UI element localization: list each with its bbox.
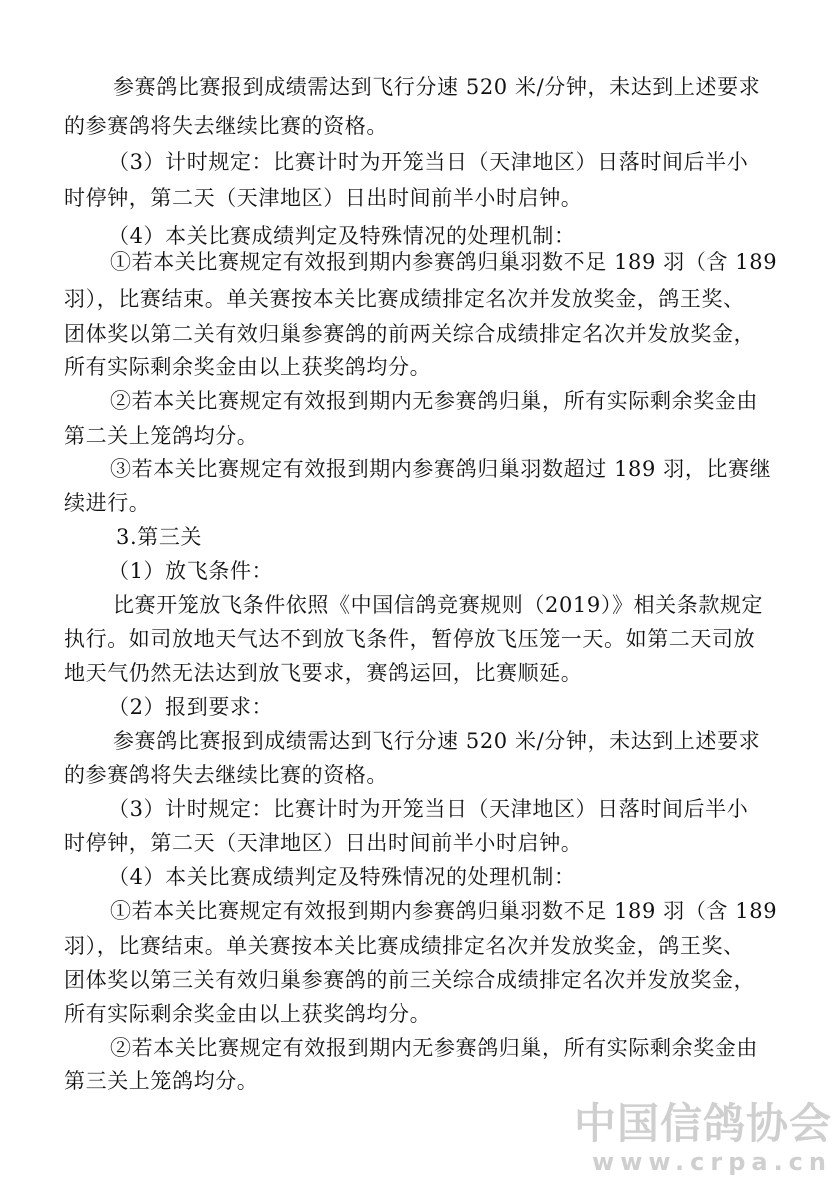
text-line: ①若本关比赛规定有效报到期内参赛鸽归巢羽数不足 189 羽（含 189 (110, 899, 778, 923)
text-line: 羽），比赛结束。单关赛按本关比赛成绩排定名次并发放奖金，鸽王奖、 (64, 934, 745, 958)
text-line: ②若本关比赛规定有效报到期内无参赛鸽归巢，所有实际剩余奖金由 (110, 389, 758, 413)
text-line: 续进行。 (64, 491, 151, 515)
section-heading: 3.第三关 (116, 525, 203, 549)
text-line: 地天气仍然无法达到放飞要求，赛鸽运回，比赛顺延。 (64, 661, 583, 685)
text-line: ②若本关比赛规定有效报到期内无参赛鸽归巢，所有实际剩余奖金由 (110, 1036, 758, 1060)
text-line: 比赛开笼放飞条件依照《中国信鸽竞赛规则（2019）》相关条款规定 (113, 593, 764, 617)
text-line: （2）报到要求： (108, 695, 274, 719)
watermark (574, 1101, 832, 1177)
text-line: （1）放飞条件： (108, 559, 274, 583)
text-line: 执行。如司放地天气达不到放飞条件，暂停放飞压笼一天。如第二天司放 (64, 627, 756, 651)
text-line: ①若本关比赛规定有效报到期内参赛鸽归巢羽数不足 189 羽（含 189 (110, 250, 778, 274)
text-line: 第三关上笼鸽均分。 (64, 1069, 259, 1093)
watermark-url: www.crpa.cn (592, 1148, 832, 1176)
text-line: 第二关上笼鸽均分。 (64, 424, 259, 448)
text-line: （4）本关比赛成绩判定及特殊情况的处理机制： (108, 865, 576, 889)
text-line: 团体奖以第二关有效归巢参赛鸽的前两关综合成绩排定名次并发放奖金， (64, 322, 756, 346)
text-line: 的参赛鸽将失去继续比赛的资格。 (64, 763, 388, 787)
text-line: 时停钟，第二天（天津地区）日出时间前半小时启钟。 (64, 186, 583, 210)
text-line: （4）本关比赛成绩判定及特殊情况的处理机制： (108, 224, 576, 248)
text-line: 时停钟，第二天（天津地区）日出时间前半小时启钟。 (64, 831, 583, 855)
text-line: 参赛鸽比赛报到成绩需达到飞行分速 520 米/分钟，未达到上述要求 (113, 729, 761, 753)
text-line: 所有实际剩余奖金由以上获奖鸽均分。 (64, 1002, 432, 1026)
text-line: 的参赛鸽将失去继续比赛的资格。 (64, 114, 388, 138)
text-line: ③若本关比赛规定有效报到期内参赛鸽归巢羽数超过 189 羽，比赛继 (110, 457, 772, 481)
text-line: 参赛鸽比赛报到成绩需达到飞行分速 520 米/分钟，未达到上述要求 (113, 75, 761, 99)
text-line: 团体奖以第三关有效归巢参赛鸽的前三关综合成绩排定名次并发放奖金， (64, 968, 756, 992)
text-line: （3）计时规定：比赛计时为开笼当日（天津地区）日落时间后半小 (108, 797, 749, 821)
watermark-name: 中国信鸽协会 (573, 1099, 832, 1148)
text-line: 羽），比赛结束。单关赛按本关比赛成绩排定名次并发放奖金，鸽王奖、 (64, 287, 745, 311)
text-line: （3）计时规定：比赛计时为开笼当日（天津地区）日落时间后半小 (108, 150, 749, 174)
text-line: 所有实际剩余奖金由以上获奖鸽均分。 (64, 355, 432, 379)
